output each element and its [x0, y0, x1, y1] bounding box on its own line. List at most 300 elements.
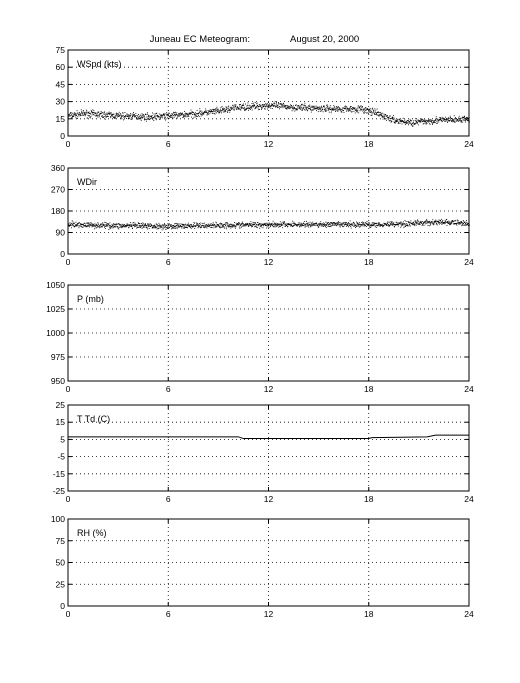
data-point: [134, 114, 135, 115]
x-tick-label: 0: [65, 384, 71, 394]
data-point: [223, 225, 224, 226]
data-point: [241, 227, 242, 228]
data-point: [437, 221, 438, 222]
data-point: [441, 222, 442, 223]
data-point: [456, 225, 457, 226]
data-point: [145, 119, 146, 120]
data-point: [382, 116, 383, 117]
data-point: [417, 219, 418, 220]
data-point: [364, 111, 365, 112]
data-point: [153, 225, 154, 226]
data-point: [86, 111, 87, 112]
data-point: [386, 225, 387, 226]
data-point: [172, 117, 173, 118]
data-point: [361, 225, 362, 226]
data-point: [263, 225, 264, 226]
data-point: [221, 112, 222, 113]
data-point: [303, 105, 304, 106]
data-point: [197, 225, 198, 226]
data-point: [138, 227, 139, 228]
data-point: [247, 105, 248, 106]
data-point: [304, 224, 305, 225]
data-point: [422, 221, 423, 222]
data-point: [134, 225, 135, 226]
data-point: [326, 224, 327, 225]
data-point: [168, 227, 169, 228]
data-point: [261, 105, 262, 106]
data-point: [178, 226, 179, 227]
data-point: [239, 228, 240, 229]
data-point: [183, 117, 184, 118]
data-point: [317, 107, 318, 108]
data-point: [456, 224, 457, 225]
data-point: [396, 222, 397, 223]
data-point: [367, 112, 368, 113]
data-point: [123, 225, 124, 226]
data-point: [199, 116, 200, 117]
data-point: [362, 106, 363, 107]
data-point: [218, 109, 219, 110]
data-point: [295, 105, 296, 106]
chart-date: August 20, 2000: [290, 34, 360, 45]
data-point: [363, 109, 364, 110]
data-point: [469, 121, 470, 122]
data-point: [147, 224, 148, 225]
data-point: [323, 223, 324, 224]
data-point: [382, 113, 383, 114]
data-point: [435, 119, 436, 120]
data-point: [417, 223, 418, 224]
data-point: [412, 223, 413, 224]
data-point: [400, 227, 401, 228]
data-point: [129, 118, 130, 119]
data-point: [311, 112, 312, 113]
data-point: [283, 103, 284, 104]
data-point: [133, 224, 134, 225]
data-point: [326, 111, 327, 112]
data-point: [209, 226, 210, 227]
data-point: [421, 223, 422, 224]
x-tick-label: 12: [263, 384, 274, 394]
data-point: [449, 224, 450, 225]
data-point: [276, 223, 277, 224]
data-point: [175, 226, 176, 227]
data-point: [194, 114, 195, 115]
data-point: [442, 220, 443, 221]
data-point: [225, 225, 226, 226]
data-point: [179, 113, 180, 114]
data-point: [150, 226, 151, 227]
data-point: [172, 113, 173, 114]
data-point: [432, 219, 433, 220]
data-point: [299, 227, 300, 228]
data-point: [204, 112, 205, 113]
data-point: [217, 110, 218, 111]
data-point: [448, 118, 449, 119]
data-point: [459, 222, 460, 223]
data-point: [209, 113, 210, 114]
data-point: [240, 104, 241, 105]
data-point: [276, 106, 277, 107]
data-point: [434, 222, 435, 223]
data-point: [299, 222, 300, 223]
data-point: [333, 109, 334, 110]
data-point: [108, 116, 109, 117]
data-point: [355, 113, 356, 114]
data-point: [259, 109, 260, 110]
data-point: [335, 109, 336, 110]
data-point: [148, 116, 149, 117]
data-point: [242, 222, 243, 223]
data-point: [224, 111, 225, 112]
data-point: [215, 111, 216, 112]
data-point: [162, 227, 163, 228]
data-point: [274, 103, 275, 104]
data-point: [139, 116, 140, 117]
data-point: [360, 106, 361, 107]
data-point: [234, 108, 235, 109]
data-point: [449, 118, 450, 119]
data-point: [128, 116, 129, 117]
data-point: [92, 225, 93, 226]
data-point: [225, 224, 226, 225]
data-point: [227, 108, 228, 109]
y-tick-label: 270: [50, 184, 65, 195]
panel-label: P (mb): [77, 294, 104, 304]
data-point: [73, 116, 74, 117]
data-point: [234, 110, 235, 111]
data-point: [376, 114, 377, 115]
data-point: [238, 109, 239, 110]
data-point: [376, 113, 377, 114]
data-point: [446, 222, 447, 223]
data-point: [338, 221, 339, 222]
data-point: [296, 104, 297, 105]
data-point: [437, 123, 438, 124]
data-point: [93, 224, 94, 225]
data-point: [319, 223, 320, 224]
data-point: [223, 224, 224, 225]
data-point: [314, 224, 315, 225]
data-point: [271, 104, 272, 105]
data-point: [305, 227, 306, 228]
data-point: [372, 109, 373, 110]
data-point: [171, 226, 172, 227]
data-point: [98, 224, 99, 225]
data-point: [137, 116, 138, 117]
data-point: [113, 227, 114, 228]
data-point: [364, 225, 365, 226]
data-point: [408, 124, 409, 125]
data-point: [73, 225, 74, 226]
data-point: [466, 225, 467, 226]
data-point: [251, 223, 252, 224]
data-point: [275, 224, 276, 225]
data-point: [327, 106, 328, 107]
data-point: [87, 225, 88, 226]
data-point: [461, 121, 462, 122]
data-point: [344, 112, 345, 113]
data-point: [390, 120, 391, 121]
data-point: [180, 115, 181, 116]
data-point: [141, 226, 142, 227]
data-point: [250, 224, 251, 225]
data-point: [284, 105, 285, 106]
data-point: [463, 220, 464, 221]
data-point: [269, 107, 270, 108]
x-tick-label: 6: [165, 257, 171, 267]
data-point: [269, 227, 270, 228]
data-point: [422, 121, 423, 122]
data-point: [71, 225, 72, 226]
data-point: [221, 227, 222, 228]
data-point: [254, 224, 255, 225]
data-point: [455, 220, 456, 221]
data-point: [117, 226, 118, 227]
data-point: [334, 225, 335, 226]
y-tick-label: 950: [50, 376, 65, 386]
data-point: [75, 117, 76, 118]
data-point: [420, 120, 421, 121]
data-point: [114, 224, 115, 225]
data-point: [268, 224, 269, 225]
data-point: [117, 113, 118, 114]
data-point: [379, 223, 380, 224]
data-point: [340, 226, 341, 227]
data-point: [269, 105, 270, 106]
data-point: [274, 226, 275, 227]
data-point: [164, 114, 165, 115]
data-point: [177, 224, 178, 225]
data-point: [302, 223, 303, 224]
data-point: [346, 111, 347, 112]
data-point: [216, 222, 217, 223]
data-point: [154, 226, 155, 227]
data-point: [363, 110, 364, 111]
data-point: [151, 117, 152, 118]
data-point: [266, 223, 267, 224]
data-point: [400, 224, 401, 225]
data-point: [104, 116, 105, 117]
data-point: [200, 223, 201, 224]
data-point: [333, 224, 334, 225]
data-point: [444, 222, 445, 223]
data-point: [90, 225, 91, 226]
data-point: [142, 225, 143, 226]
data-point: [372, 113, 373, 114]
data-point: [272, 224, 273, 225]
data-point: [345, 108, 346, 109]
data-point: [261, 107, 262, 108]
data-point: [75, 225, 76, 226]
data-point: [183, 115, 184, 116]
data-point: [267, 106, 268, 107]
data-point: [73, 222, 74, 223]
data-point: [379, 116, 380, 117]
y-tick-label: 1050: [46, 280, 65, 290]
data-point: [454, 115, 455, 116]
data-point: [200, 110, 201, 111]
data-point: [354, 109, 355, 110]
data-point: [366, 113, 367, 114]
data-point: [103, 113, 104, 114]
data-point: [324, 223, 325, 224]
data-point: [300, 225, 301, 226]
data-point: [115, 118, 116, 119]
data-point: [286, 105, 287, 106]
data-point: [168, 113, 169, 114]
data-point: [133, 112, 134, 113]
data-point: [246, 106, 247, 107]
data-point: [335, 224, 336, 225]
data-point: [227, 225, 228, 226]
data-point: [90, 113, 91, 114]
data-point: [218, 111, 219, 112]
data-point: [311, 107, 312, 108]
data-point: [89, 113, 90, 114]
data-point: [177, 225, 178, 226]
data-point: [74, 114, 75, 115]
data-point: [100, 224, 101, 225]
data-point: [171, 224, 172, 225]
data-point: [215, 114, 216, 115]
data-point: [380, 114, 381, 115]
data-point: [211, 109, 212, 110]
data-point: [234, 224, 235, 225]
data-point: [430, 225, 431, 226]
data-point: [330, 224, 331, 225]
data-point: [187, 114, 188, 115]
data-point: [133, 115, 134, 116]
data-point: [383, 223, 384, 224]
data-point: [348, 226, 349, 227]
data-point: [299, 106, 300, 107]
data-point: [172, 228, 173, 229]
data-point: [100, 225, 101, 226]
data-point: [235, 226, 236, 227]
data-point: [250, 109, 251, 110]
data-point: [253, 106, 254, 107]
data-point: [246, 109, 247, 110]
data-point: [322, 109, 323, 110]
data-point: [371, 224, 372, 225]
data-point: [294, 107, 295, 108]
data-point: [346, 224, 347, 225]
x-tick-label: 18: [364, 139, 374, 149]
data-point: [357, 108, 358, 109]
data-point: [375, 114, 376, 115]
data-point: [406, 121, 407, 122]
data-point: [129, 224, 130, 225]
data-point: [241, 107, 242, 108]
data-point: [438, 121, 439, 122]
data-point: [162, 116, 163, 117]
data-point: [308, 106, 309, 107]
data-point: [347, 110, 348, 111]
data-point: [407, 120, 408, 121]
data-point: [177, 117, 178, 118]
data-point: [337, 107, 338, 108]
data-point: [418, 120, 419, 121]
data-point: [373, 225, 374, 226]
data-point: [191, 112, 192, 113]
data-point: [215, 225, 216, 226]
data-point: [426, 123, 427, 124]
data-point: [295, 108, 296, 109]
data-point: [183, 224, 184, 225]
data-point: [128, 114, 129, 115]
data-point: [89, 112, 90, 113]
data-point: [337, 222, 338, 223]
data-point: [96, 227, 97, 228]
data-point: [376, 227, 377, 228]
data-point: [465, 222, 466, 223]
data-point: [301, 107, 302, 108]
data-point: [338, 224, 339, 225]
data-point: [191, 228, 192, 229]
data-point: [454, 121, 455, 122]
data-point: [147, 118, 148, 119]
data-point: [409, 222, 410, 223]
data-point: [333, 105, 334, 106]
data-point: [265, 109, 266, 110]
data-point: [447, 221, 448, 222]
data-point: [137, 118, 138, 119]
data-point: [182, 226, 183, 227]
data-point: [391, 121, 392, 122]
data-point: [293, 225, 294, 226]
data-point: [142, 115, 143, 116]
data-point: [435, 220, 436, 221]
data-point: [356, 110, 357, 111]
data-point: [142, 113, 143, 114]
data-point: [336, 110, 337, 111]
data-point: [403, 223, 404, 224]
data-point: [369, 226, 370, 227]
data-point: [327, 105, 328, 106]
data-point: [436, 120, 437, 121]
data-point: [250, 225, 251, 226]
data-point: [371, 112, 372, 113]
data-point: [88, 225, 89, 226]
data-point: [255, 102, 256, 103]
data-point: [452, 220, 453, 221]
data-point: [269, 103, 270, 104]
data-point: [222, 109, 223, 110]
data-point: [357, 110, 358, 111]
data-point: [455, 122, 456, 123]
data-point: [75, 114, 76, 115]
data-point: [211, 223, 212, 224]
data-point: [376, 112, 377, 113]
data-point: [448, 222, 449, 223]
data-point: [366, 108, 367, 109]
data-point: [289, 106, 290, 107]
data-point: [410, 123, 411, 124]
x-tick-label: 6: [165, 609, 171, 619]
data-point: [297, 226, 298, 227]
data-point: [148, 115, 149, 116]
data-point: [197, 227, 198, 228]
data-point: [435, 122, 436, 123]
data-point: [153, 120, 154, 121]
data-point: [392, 117, 393, 118]
data-point: [157, 228, 158, 229]
data-point: [113, 114, 114, 115]
data-point: [89, 225, 90, 226]
data-point: [337, 110, 338, 111]
data-point: [85, 112, 86, 113]
